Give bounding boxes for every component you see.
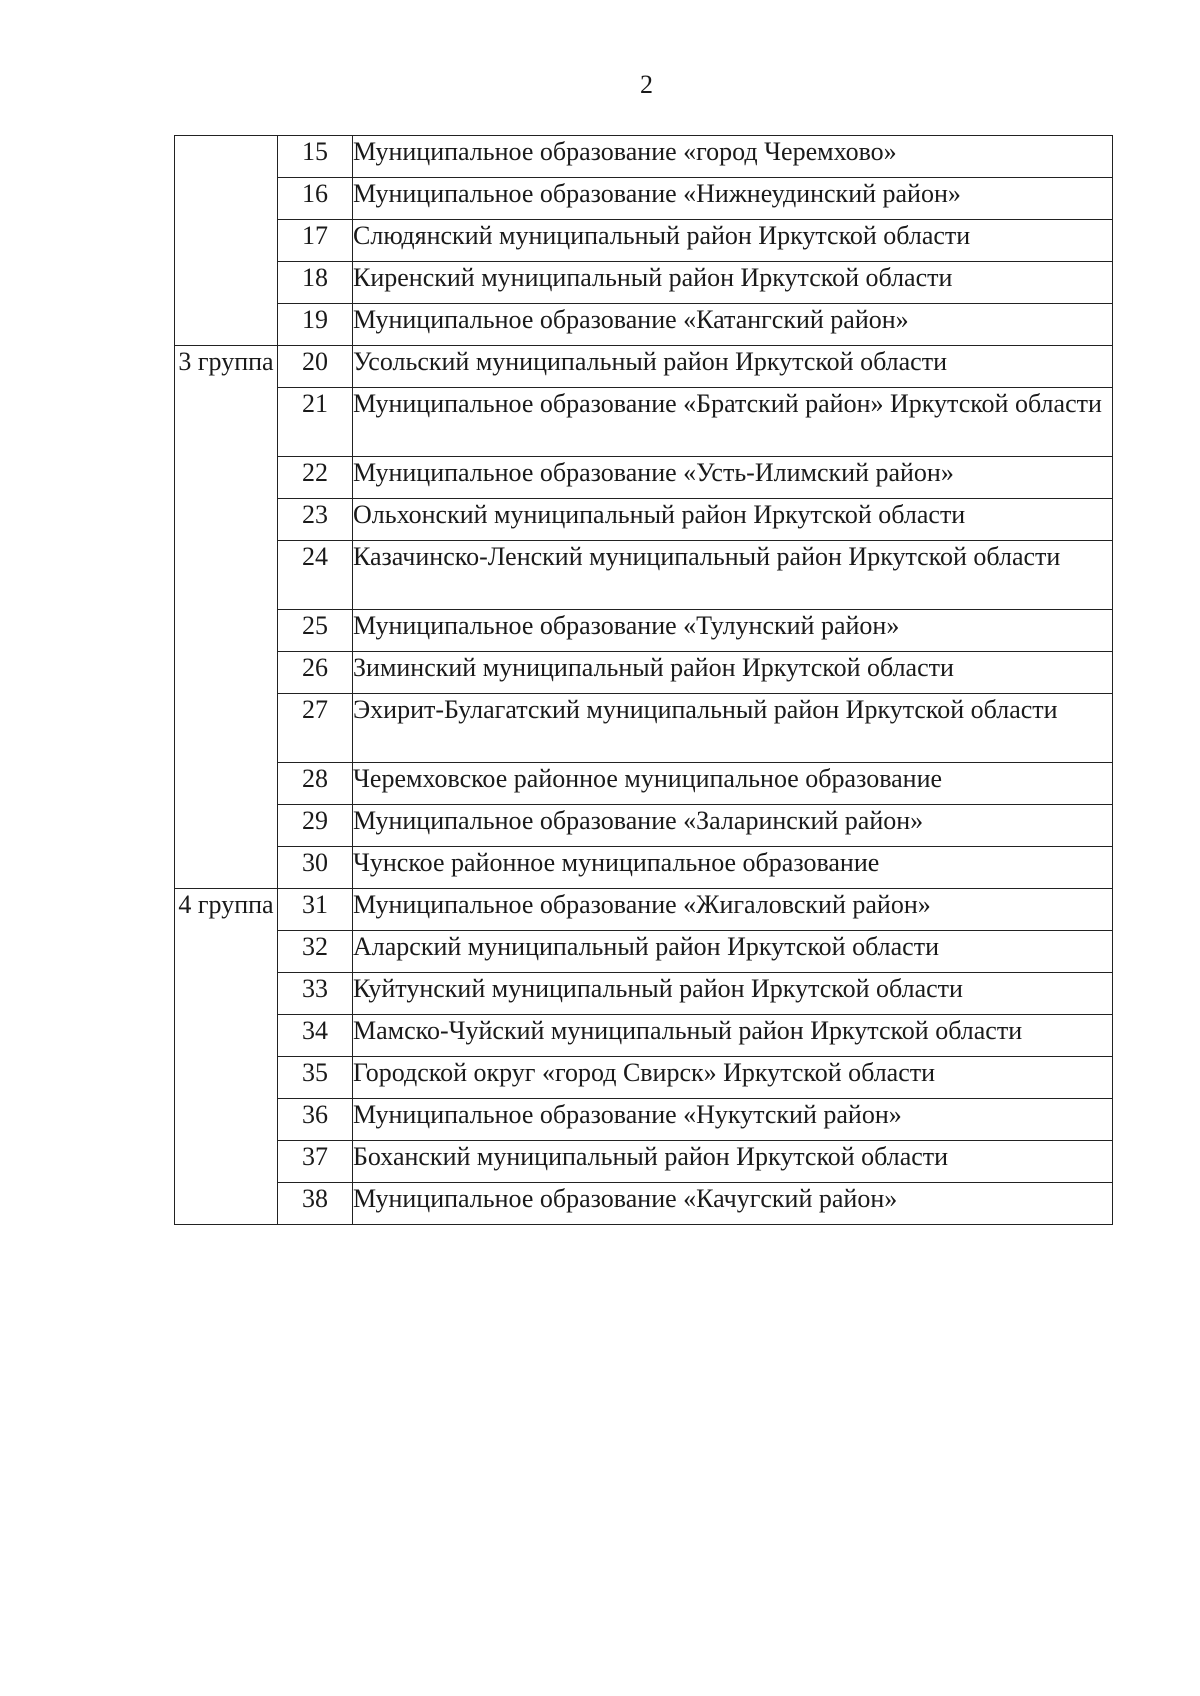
municipality-name: Муниципальное образование «Нижнеудинский район» bbox=[353, 178, 1113, 220]
row-number: 15 bbox=[278, 136, 353, 178]
municipality-name: Казачинско-Ленский муниципальный район Иркутской области bbox=[353, 541, 1113, 610]
table-row bbox=[175, 136, 1113, 178]
table-row bbox=[175, 541, 1113, 610]
table-row bbox=[175, 178, 1113, 220]
municipality-name: Муниципальное образование «Жигаловский район» bbox=[353, 889, 1113, 931]
municipality-name: Боханский муниципальный район Иркутской области bbox=[353, 1141, 1113, 1183]
table-row bbox=[175, 388, 1113, 457]
row-number: 21 bbox=[278, 388, 353, 457]
table-row bbox=[175, 346, 1113, 388]
municipality-name: Муниципальное образование «Катангский район» bbox=[353, 304, 1113, 346]
municipality-name: Усольский муниципальный район Иркутской области bbox=[353, 346, 1113, 388]
table-row bbox=[175, 931, 1113, 973]
municipality-name: Куйтунский муниципальный район Иркутской области bbox=[353, 973, 1113, 1015]
municipality-name: Мамско-Чуйский муниципальный район Иркутской области bbox=[353, 1015, 1113, 1057]
table-row bbox=[175, 262, 1113, 304]
table-row bbox=[175, 499, 1113, 541]
row-number: 34 bbox=[278, 1015, 353, 1057]
row-number: 24 bbox=[278, 541, 353, 610]
row-number: 27 bbox=[278, 694, 353, 763]
table-row bbox=[175, 457, 1113, 499]
municipality-name: Ольхонский муниципальный район Иркутской области bbox=[353, 499, 1113, 541]
table-row bbox=[175, 1141, 1113, 1183]
row-number: 26 bbox=[278, 652, 353, 694]
page-number: 2 bbox=[640, 70, 653, 99]
table-row bbox=[175, 805, 1113, 847]
row-number: 29 bbox=[278, 805, 353, 847]
municipality-name: Зиминский муниципальный район Иркутской области bbox=[353, 652, 1113, 694]
table-row bbox=[175, 1057, 1113, 1099]
municipality-name: Слюдянский муниципальный район Иркутской области bbox=[353, 220, 1113, 262]
municipality-name: Черемховское районное муниципальное образование bbox=[353, 763, 1113, 805]
municipality-name: Муниципальное образование «город Черемхово» bbox=[353, 136, 1113, 178]
table-row bbox=[175, 220, 1113, 262]
table-row bbox=[175, 1015, 1113, 1057]
row-number: 36 bbox=[278, 1099, 353, 1141]
table-row bbox=[175, 763, 1113, 805]
row-number: 30 bbox=[278, 847, 353, 889]
row-number: 22 bbox=[278, 457, 353, 499]
row-number: 20 bbox=[278, 346, 353, 388]
group-cell: 4 группа bbox=[175, 889, 278, 1225]
row-number: 17 bbox=[278, 220, 353, 262]
row-number: 18 bbox=[278, 262, 353, 304]
row-number: 19 bbox=[278, 304, 353, 346]
group-cell: 3 группа bbox=[175, 346, 278, 889]
municipality-name: Эхирит-Булагатский муниципальный район Иркутской области bbox=[353, 694, 1113, 763]
row-number: 35 bbox=[278, 1057, 353, 1099]
table-row bbox=[175, 610, 1113, 652]
row-number: 25 bbox=[278, 610, 353, 652]
municipality-name: Киренский муниципальный район Иркутской области bbox=[353, 262, 1113, 304]
table-row bbox=[175, 973, 1113, 1015]
table-row bbox=[175, 304, 1113, 346]
municipality-name: Муниципальное образование «Усть-Илимский район» bbox=[353, 457, 1113, 499]
municipality-name: Муниципальное образование «Качугский район» bbox=[353, 1183, 1113, 1225]
row-number: 33 bbox=[278, 973, 353, 1015]
group-cell bbox=[175, 136, 278, 346]
municipality-name: Муниципальное образование «Братский район» Иркутской области bbox=[353, 388, 1113, 457]
municipality-name: Муниципальное образование «Тулунский район» bbox=[353, 610, 1113, 652]
row-number: 31 bbox=[278, 889, 353, 931]
row-number: 16 bbox=[278, 178, 353, 220]
municipality-name: Городской округ «город Свирск» Иркутской области bbox=[353, 1057, 1113, 1099]
municipalities-table bbox=[174, 135, 1113, 1225]
row-number: 32 bbox=[278, 931, 353, 973]
municipality-name: Аларский муниципальный район Иркутской области bbox=[353, 931, 1113, 973]
municipality-name: Чунское районное муниципальное образование bbox=[353, 847, 1113, 889]
table-row bbox=[175, 1183, 1113, 1225]
row-number: 37 bbox=[278, 1141, 353, 1183]
row-number: 28 bbox=[278, 763, 353, 805]
table-row bbox=[175, 694, 1113, 763]
table-row bbox=[175, 1099, 1113, 1141]
municipality-name: Муниципальное образование «Нукутский район» bbox=[353, 1099, 1113, 1141]
table-row bbox=[175, 889, 1113, 931]
table-row bbox=[175, 652, 1113, 694]
row-number: 38 bbox=[278, 1183, 353, 1225]
row-number: 23 bbox=[278, 499, 353, 541]
table-row bbox=[175, 847, 1113, 889]
municipality-name: Муниципальное образование «Заларинский район» bbox=[353, 805, 1113, 847]
